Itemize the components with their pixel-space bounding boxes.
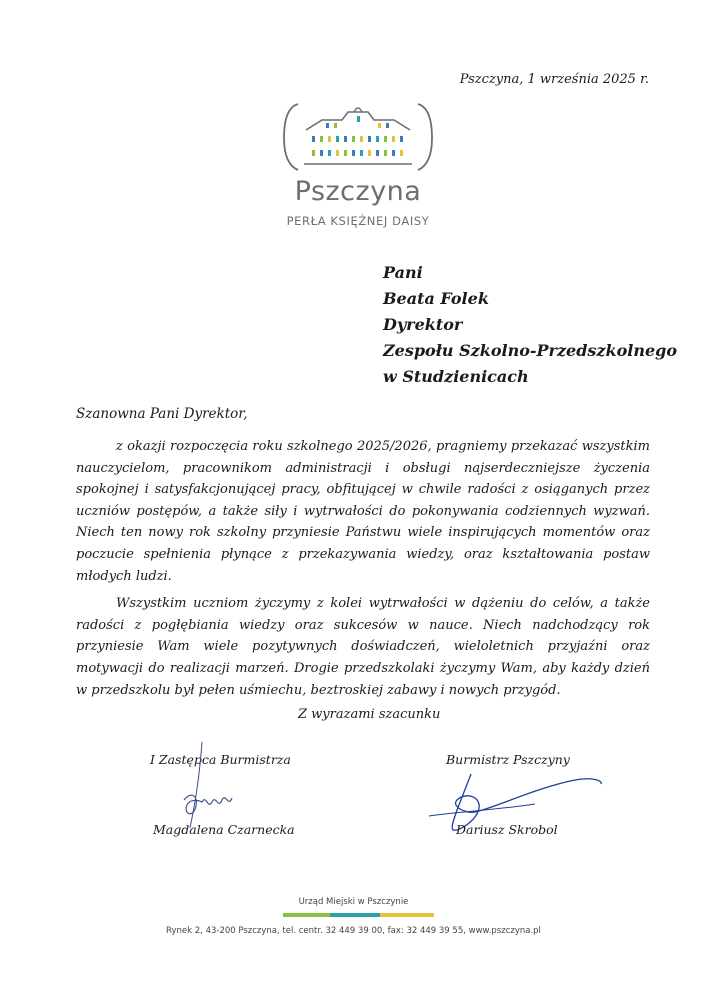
footer-bar-teal [330,913,380,917]
pszczyna-logo [278,98,438,238]
closing-phrase: Z wyrazami szacunku [298,707,441,722]
logo-tagline: PERŁA KSIĘŻNEJ DAISY [286,214,430,228]
salutation: Szanowna Pani Dyrektor, [76,406,248,422]
addressee-line: Beata Folek [383,289,489,308]
letter-body [76,436,650,707]
signatory-right-name: Dariusz Skrobol [456,822,558,837]
letter-date: Pszczyna, 1 września 2025 r. [459,72,649,87]
signatory-left-name: Magdalena Czarnecka [153,822,295,837]
body-paragraph: Wszystkim uczniom życzymy z kolei wytrwałości w dążeniu do celów, a także radości z pogłębiania wiedzy oraz sukcesów w nauce. Niech nadchodzący rok przyniesie Wam wiele pozytywnych doświadczeń, wieloletnich przyjaźni oraz motywacji do realizacji marzeń. Drogie przedszkolaki życzymy Wam, aby każdy dzień w przedszkolu był pełen uśmiechu, beztroskiej zabawy i nowych przygód. [76,596,650,698]
addressee-block [383,260,677,390]
addressee-line: Pani [383,263,423,282]
signature-left-icon [172,740,252,830]
footer-office-name: Urząd Miejski w Pszczynie [298,897,409,907]
castle-emblem-icon [278,98,438,178]
signatory-left-title: I Zastępca Burmistrza [150,752,291,767]
footer-bar-green [283,913,330,917]
footer-address: Rynek 2, 43-200 Pszczyna, tel. centr. 32 449 39 00, fax: 32 449 39 55, www.pszczyna.pl [166,926,541,936]
signatory-right-title: Burmistrz Pszczyny [446,752,570,767]
logo-name: Pszczyna [294,176,422,207]
addressee-line: Zespołu Szkolno-Przedszkolnego [383,341,678,360]
footer-bar-yellow [380,913,434,917]
addressee-line: Dyrektor [383,315,463,334]
addressee-line: w Studzienicach [383,367,529,386]
body-paragraph: z okazji rozpoczęcia roku szkolnego 2025/2026, pragniemy przekazać wszystkim nauczycielom, pracownikom administracji i obsługi najserdeczniejsze życzenia spokojnej i satysfakcjonującej pracy, obfitującej w chwile radości z osiąganych przez uczniów postępów, a także siły i wytrwałości do pokonywania codziennych wyzwań. Niech ten nowy rok szkolny przyniesie Państwu wiele inspirujących momentów oraz poczucie spełnienia płynące z przekazywania wiedzy, oraz kształtowania postaw młodych ludzi. [76,439,650,584]
